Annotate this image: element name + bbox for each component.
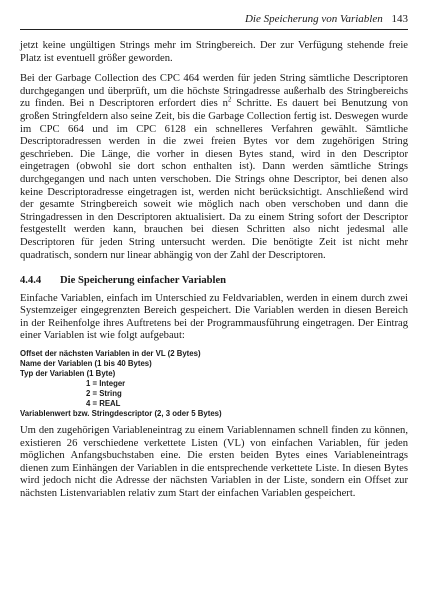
exponent: 2 — [227, 95, 232, 104]
page-body — [20, 40, 408, 501]
page-header — [20, 12, 408, 30]
section-number: 4.4.4 — [20, 275, 42, 287]
paragraph-2 — [20, 73, 408, 262]
layout-line-type: Typ der Variablen (1 Byte) — [20, 369, 116, 379]
paragraph-3: Einfache Variablen, einfach im Unterschied zu Feldvariablen, werden in einem durch zwei Systemzeiger eingegrenzten Bereich gespeichert. Die Variablen werden in diesen Bereich in der Reihenfolge ihres Auftretens bei der Programmausführung eingetragen. Der Eintrag einer Variablen ist wie folgt aufgebaut: — [20, 292, 408, 342]
layout-type-string: 2 = String — [86, 389, 122, 399]
layout-type-integer: 1 = Integer — [86, 379, 126, 389]
section-title: Die Speicherung einfacher Variablen — [60, 275, 227, 287]
page-number: 143 — [391, 13, 408, 25]
paragraph-2-part-1: Bei der Garbage Collection des CPC 464 werden für jeden String sämtliche Descriptoren durchgegangen und überprüft, um die höchste Stringadresse außerhalb des Stringbereichs zu finden. Bei n Descriptoren erfordert dies n — [20, 73, 408, 110]
running-title: Die Speicherung von Variablen — [244, 13, 383, 25]
section-heading — [20, 275, 408, 288]
layout-line-offset: Offset der nächsten Variablen in der VL (2 Bytes) — [20, 349, 201, 359]
paragraph-1: jetzt keine ungültigen Strings mehr im Stringbereich. Der zur Verfügung stehende freie Platz ist eventuell größer geworden. — [20, 40, 408, 64]
layout-line-value: Variablenwert bzw. Stringdescriptor (2, 3 oder 5 Bytes) — [20, 409, 222, 419]
paragraph-4: Um den zugehörigen Variableneintrag zu einem Variablennamen schnell finden zu können, existieren 26 verschiedene verkettete Listen (VL) von einfachen Variablen, für jeden möglichen Anfangsbuchstaben eine. Die ersten beiden Bytes eines Variableneintrags dienen zum Einhängen der Variablen in die entsprechende verkettete Liste. In diesen Bytes wird jedoch nicht die Adresse der nächsten Variablen in der Liste, sondern ein Offset zur nächsten Listenvariablen relativ zum Start der einfachen Variablen gespeichert. — [20, 425, 408, 500]
variable-entry-layout — [20, 349, 408, 419]
layout-line-name: Name der Variablen (1 bis 40 Bytes) — [20, 359, 152, 369]
layout-type-real: 4 = REAL — [86, 399, 121, 409]
paragraph-2-part-2: Schritte. Es dauert bei Benutzung von großen Stringfeldern also seine Zeit, bis die Garbage Collection fertig ist. Deswegen wurde im CPC 664 und im CPC 6128 ein schnelleres Verfahren gewählt. Sämtliche Descriptoradressen werden in die zwei freien Bytes vor dem zugehörigen String geschrieben. Die Länge, die vorher in diesen Bytes stand, wird in den Descriptor eingetragen (obwohl sie dort schon enthalten ist). Dann werden sämtliche Strings durchgegangen und nach unten verschoben. Die Strings ohne Descriptor, bei denen also keine Descriptoradresse eingetragen ist, werden nicht berücksichtigt. Anschließend wird der gesamte Stringbereich soweit wie möglich nach oben verschoben und dann die Stringadressen in den Descriptoren aktualisiert. Da zu einem String sofort der Descriptor festgestellt werden kann, brauchen bei diesen Schritten also nicht jedesmal alle Descriptoren für jeden String untersucht werden. Die benötigte Zeit ist nicht mehr quadratisch, sondern nur linear abhängig von der Zahl der Descriptoren. — [20, 98, 408, 261]
